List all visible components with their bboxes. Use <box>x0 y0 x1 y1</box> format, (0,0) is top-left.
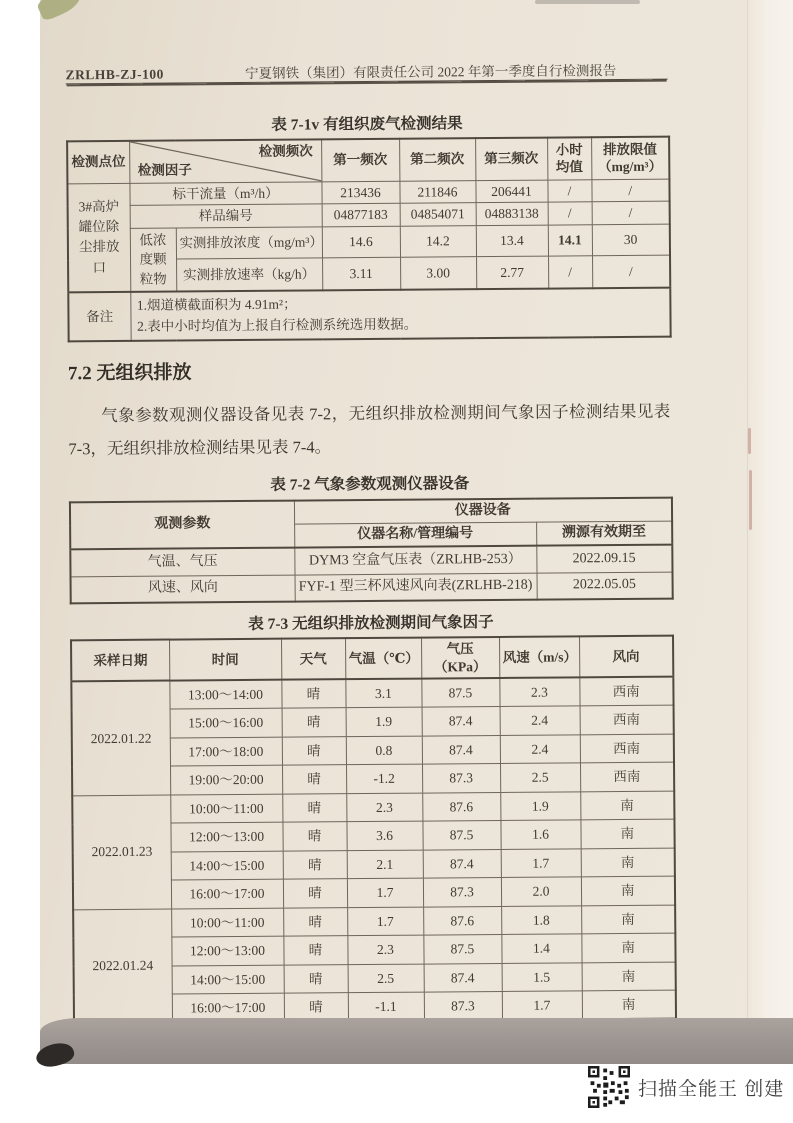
monitoring-point: 3#高炉罐位除尘排放口 <box>67 183 130 293</box>
qr-code-icon <box>588 1066 630 1108</box>
param-wind: 风速、风向 <box>71 575 295 604</box>
col-header-freq1: 第一频次 <box>321 139 399 182</box>
temperature: 2.1 <box>347 850 423 879</box>
wind-speed: 2.4 <box>500 706 580 735</box>
wind-direction: 南 <box>581 876 675 905</box>
wind-direction: 南 <box>581 848 675 877</box>
camscanner-watermark <box>588 1066 784 1108</box>
col-header-freq3: 第三频次 <box>475 138 547 181</box>
wind-speed: 1.6 <box>500 820 580 849</box>
col-header-wind-speed: 风速（m/s） <box>499 637 579 679</box>
conc-limit: 30 <box>592 224 670 256</box>
temperature: -1.2 <box>346 764 422 793</box>
page-bottom-shadow <box>40 1018 793 1064</box>
time-range: 16:00～17:00 <box>172 993 284 1022</box>
page-right-edge <box>747 0 793 1064</box>
note-label: 备注 <box>68 292 130 341</box>
instrument-barometer: DYM3 空盒气压表（ZRLHB-253） <box>294 546 536 575</box>
temperature: 2.5 <box>348 964 424 993</box>
rate-freq2: 3.00 <box>400 257 476 290</box>
wind-direction: 南 <box>582 962 676 991</box>
note-content <box>130 288 670 341</box>
temperature: 3.6 <box>346 821 422 850</box>
time-range: 14:00～15:00 <box>172 965 284 994</box>
pressure: 87.6 <box>422 792 500 821</box>
col-header-pressure: 气压（KPa） <box>421 637 499 679</box>
rate-limit: / <box>592 255 670 288</box>
weather-table-body <box>71 677 676 1024</box>
wind-speed: 1.8 <box>501 906 581 935</box>
wind-direction: 南 <box>582 990 676 1019</box>
wind-direction: 西南 <box>579 677 673 706</box>
wind-speed: 1.9 <box>500 792 580 821</box>
page-edge-red-mark <box>748 428 751 454</box>
pollutant-group: 低浓度颗粒物 <box>130 228 177 293</box>
table-7-1v-caption: 表 7-1v 有组织废气检测结果 <box>271 115 463 134</box>
weather: 晴 <box>284 993 348 1022</box>
wind-direction: 南 <box>581 905 675 934</box>
pressure: 87.4 <box>423 849 501 878</box>
pressure: 87.3 <box>424 992 502 1021</box>
time-range: 10:00～11:00 <box>171 908 283 937</box>
temperature: -1.1 <box>348 992 424 1021</box>
pressure: 87.4 <box>424 963 502 992</box>
col-header-wind-dir: 风向 <box>579 636 673 678</box>
wind-direction: 南 <box>581 933 675 962</box>
weather: 晴 <box>283 936 347 965</box>
weather: 晴 <box>283 850 347 879</box>
section-heading: 7.2 无组织排放 <box>67 362 192 385</box>
time-range: 15:00～16:00 <box>170 708 282 737</box>
weather: 晴 <box>282 708 346 737</box>
sample-date: 2022.01.22 <box>71 681 170 796</box>
rate-avg: / <box>548 256 592 289</box>
table-7-3-caption: 表 7-3 无组织排放检测期间气象因子 <box>248 614 494 634</box>
factor-concentration: 实测排放浓度（mg/m³） <box>176 226 322 259</box>
weather: 晴 <box>283 879 347 908</box>
col-header-freq2: 第二频次 <box>399 138 475 181</box>
wind-speed: 1.5 <box>502 963 582 992</box>
col-header-hour-avg: 小时均值 <box>547 137 591 179</box>
time-range: 19:00～20:00 <box>170 765 282 794</box>
col-header-temp: 气温（℃） <box>345 638 421 680</box>
instrument-table <box>69 496 674 604</box>
time-range: 16:00～17:00 <box>171 879 283 908</box>
factor-flow: 标干流量（m³/h） <box>129 181 321 205</box>
time-range: 17:00～18:00 <box>170 737 282 766</box>
temperature: 2.3 <box>346 793 422 822</box>
sample-id-limit: / <box>592 201 670 224</box>
organized-emission-table <box>66 136 672 343</box>
wind-direction: 西南 <box>580 762 674 791</box>
wind-speed: 2.4 <box>500 735 580 764</box>
time-range: 10:00～11:00 <box>170 794 282 823</box>
flow-freq2: 211846 <box>399 180 475 203</box>
pressure: 87.5 <box>423 935 501 964</box>
sample-id-freq1: 04877183 <box>322 203 400 226</box>
wind-direction: 西南 <box>580 734 674 763</box>
weather-table <box>70 635 677 1025</box>
factor-rate: 实测排放速率（kg/h） <box>176 258 322 292</box>
wind-speed: 2.3 <box>499 678 579 707</box>
sample-date: 2022.01.23 <box>72 795 171 910</box>
note-line-2: 2.表中小时均值为上报自行检测系统选用数据。 <box>136 316 418 334</box>
sample-date: 2022.01.24 <box>73 909 172 1024</box>
document-title: 宁夏钢铁（集团）有限责任公司 2022 年第一季度自行检测报告 <box>245 63 617 81</box>
wind-speed: 2.0 <box>501 877 581 906</box>
page-edge-red-mark <box>749 470 752 530</box>
table-header-row <box>71 636 673 682</box>
document-header <box>65 0 668 84</box>
wind-direction: 西南 <box>580 705 674 734</box>
note-row <box>68 288 670 341</box>
col-header-limit: 排放限值（mg/m³） <box>591 137 669 180</box>
conc-freq2: 14.2 <box>400 225 476 257</box>
page-photo <box>40 0 793 1064</box>
flow-freq1: 213436 <box>321 181 399 204</box>
col-header-date: 采样日期 <box>71 640 169 682</box>
table-header-row <box>67 137 669 184</box>
weather: 晴 <box>282 793 346 822</box>
weather: 晴 <box>282 765 346 794</box>
factor-sample-id: 样品编号 <box>130 204 322 228</box>
note-line-1: 1.烟道横截面积为 4.91m²； <box>136 296 297 314</box>
flow-freq3: 206441 <box>475 180 547 203</box>
weather: 晴 <box>282 736 346 765</box>
pressure: 87.4 <box>422 707 500 736</box>
diagonal-header-cell <box>129 139 321 183</box>
table-row <box>71 572 673 604</box>
time-range: 14:00～15:00 <box>171 851 283 880</box>
page-corner-shadow <box>34 1039 77 1072</box>
flow-avg: / <box>547 179 591 202</box>
sample-id-freq3: 04883138 <box>476 202 548 225</box>
body-paragraph: 气象参数观测仪器设备见表 7-2，无组织排放检测期间气象因子检测结果见表 7-3，无组织排放检测结果见表 7-4。 <box>68 401 671 459</box>
weather: 晴 <box>283 907 347 936</box>
watermark-text: 扫描全能王 创建 <box>638 1078 785 1100</box>
flow-limit: / <box>591 179 669 202</box>
temperature: 1.7 <box>347 878 423 907</box>
pressure: 87.4 <box>422 735 500 764</box>
weather: 晴 <box>284 964 348 993</box>
pressure: 87.3 <box>423 878 501 907</box>
valid-barometer: 2022.09.15 <box>536 545 672 573</box>
pressure: 87.5 <box>422 821 500 850</box>
table-row <box>68 224 670 260</box>
wind-direction: 南 <box>580 819 674 848</box>
wind-speed: 1.4 <box>501 934 581 963</box>
temperature: 0.8 <box>346 736 422 765</box>
page-content <box>65 0 675 1075</box>
wind-speed: 2.5 <box>500 763 580 792</box>
temperature: 3.1 <box>345 679 421 708</box>
conc-avg: 14.1 <box>548 224 592 256</box>
col-header-time: 时间 <box>169 639 281 681</box>
pressure: 87.6 <box>423 906 501 935</box>
col-header-frequency: 检测频次 <box>258 143 313 159</box>
wind-direction: 南 <box>580 791 674 820</box>
table-7-2-caption: 表 7-2 气象参数观测仪器设备 <box>270 474 470 494</box>
col-header-equip-name: 仪器名称/管理编号 <box>294 522 536 548</box>
col-header-valid-until: 溯源有效期至 <box>536 521 672 546</box>
col-header-point: 检测点位 <box>67 141 129 183</box>
param-temp-pressure: 气温、气压 <box>70 548 294 577</box>
temperature: 1.7 <box>347 907 423 936</box>
conc-freq1: 14.6 <box>322 226 400 258</box>
time-range: 13:00～14:00 <box>169 680 281 709</box>
time-range: 12:00～13:00 <box>171 936 283 965</box>
temperature: 1.9 <box>346 707 422 736</box>
pressure: 87.5 <box>421 678 499 707</box>
rate-freq3: 2.77 <box>476 256 548 289</box>
document-code: ZRLHB-ZJ-100 <box>65 66 164 83</box>
sample-id-avg: / <box>548 202 592 225</box>
wind-speed: 1.7 <box>501 849 581 878</box>
col-header-factor: 检测因子 <box>137 162 192 178</box>
conc-freq3: 13.4 <box>476 225 548 257</box>
valid-anemometer: 2022.05.05 <box>537 572 673 600</box>
pressure: 87.3 <box>422 764 500 793</box>
col-header-weather: 天气 <box>281 638 345 680</box>
col-header-param: 观测参数 <box>70 500 294 549</box>
sample-id-freq2: 04854071 <box>400 203 476 226</box>
wind-speed: 1.7 <box>502 991 582 1020</box>
temperature: 2.3 <box>347 935 423 964</box>
rate-freq1: 3.11 <box>322 258 400 291</box>
instrument-anemometer: FYF-1 型三杯风速风向表(ZRLHB-218) <box>295 573 537 602</box>
weather: 晴 <box>282 822 346 851</box>
col-header-equip-group: 仪器设备 <box>294 497 672 524</box>
time-range: 12:00～13:00 <box>170 822 282 851</box>
weather: 晴 <box>281 679 345 708</box>
